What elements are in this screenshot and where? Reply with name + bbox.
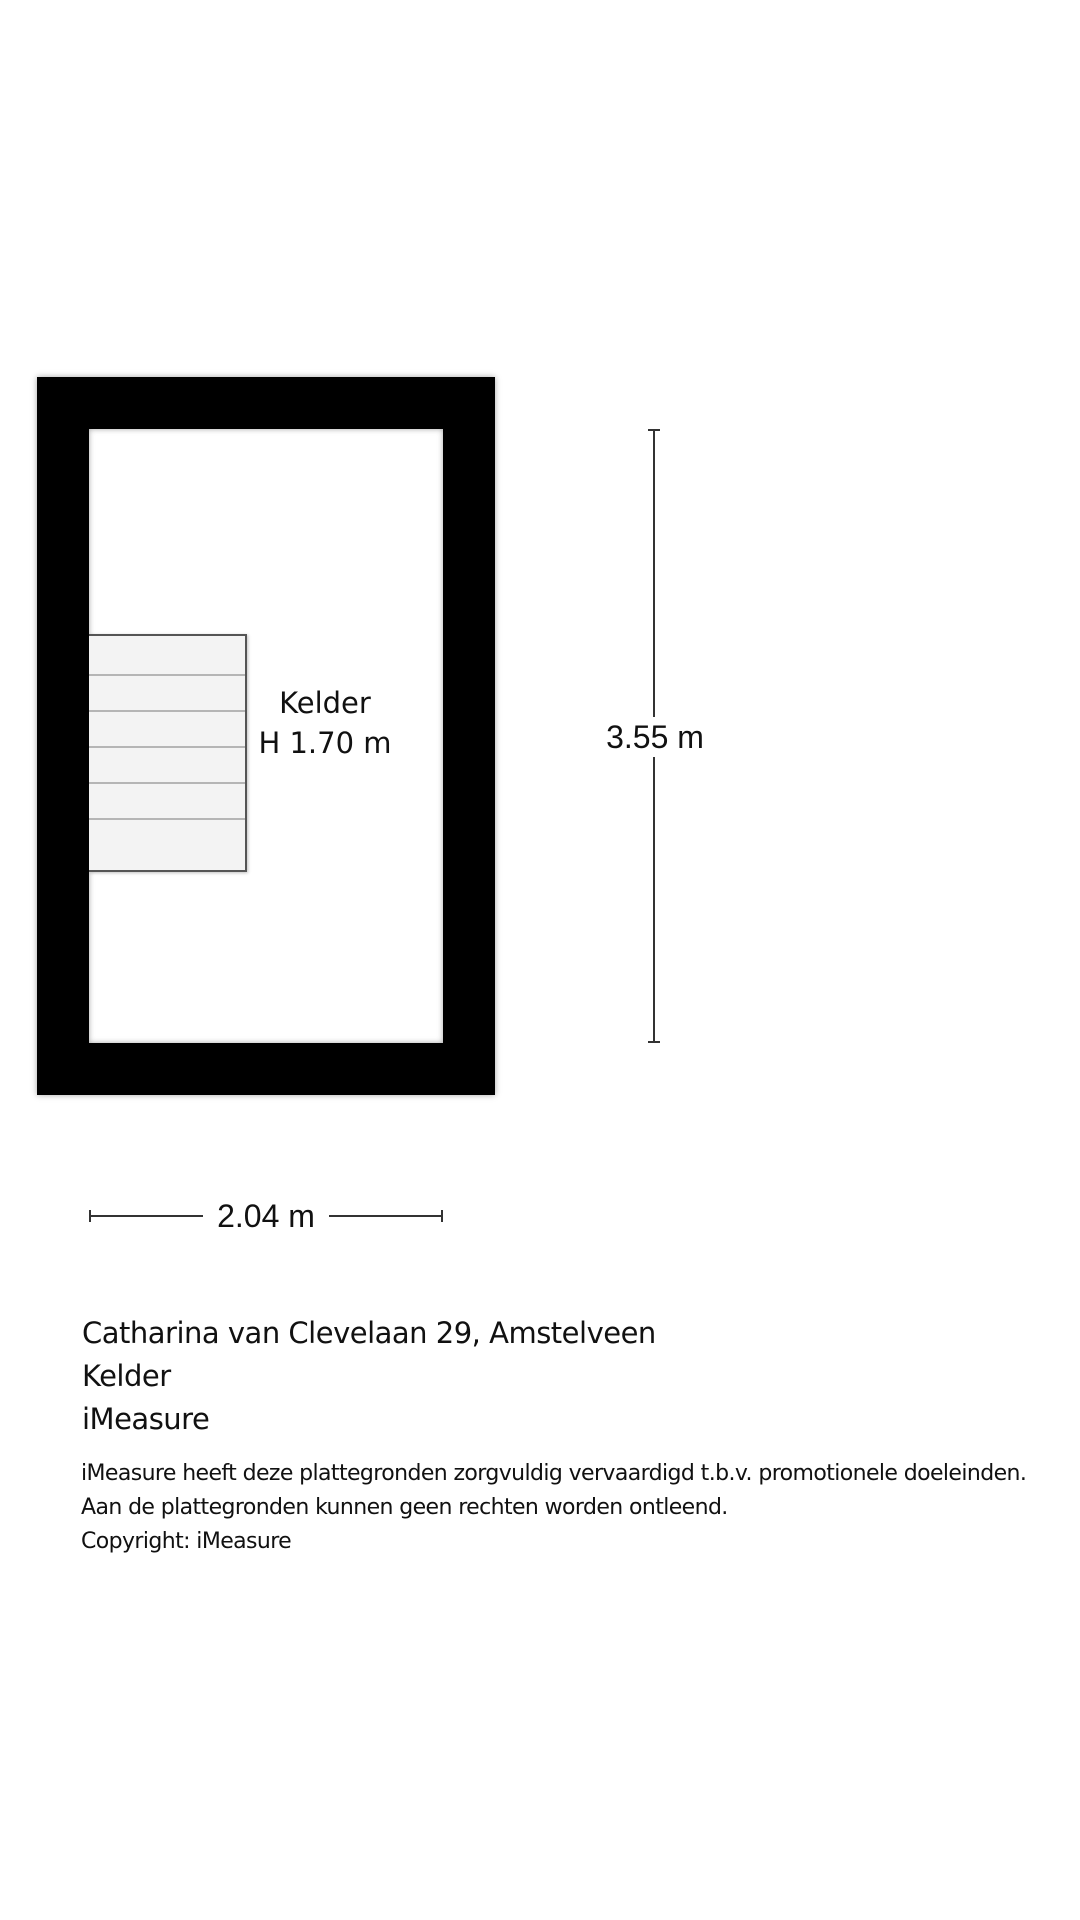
staircase: [89, 634, 247, 872]
address-text: Catharina van Clevelaan 29, Amstelveen: [82, 1316, 656, 1350]
room-height: H 1.70 m: [258, 726, 392, 760]
stair-step: [89, 710, 245, 712]
stair-step: [89, 674, 245, 676]
company-text: iMeasure: [82, 1402, 210, 1436]
stair-step: [89, 746, 245, 748]
stair-step: [89, 818, 245, 820]
stair-step: [89, 782, 245, 784]
horizontal-dimension-line-right: [329, 1215, 443, 1217]
horizontal-dimension-label: 2.04 m: [217, 1198, 315, 1234]
disclaimer: [81, 1457, 1026, 1559]
vertical-dimension-label: 3.55 m: [590, 717, 720, 757]
plan-caption: [82, 1312, 656, 1441]
floor-name-text: Kelder: [82, 1359, 171, 1393]
vertical-dimension-cap-top: [648, 429, 660, 431]
vertical-dimension-cap-bottom: [648, 1041, 660, 1043]
disclaimer-line-1: iMeasure heeft deze plattegronden zorgvuldig vervaardigd t.b.v. promotionele doeleinden.: [81, 1461, 1027, 1486]
disclaimer-line-2: Aan de plattegronden kunnen geen rechten worden ontleend.: [81, 1495, 728, 1520]
room-name: Kelder: [279, 686, 371, 720]
room-label: [250, 683, 400, 763]
horizontal-dimension-cap-right: [441, 1210, 443, 1222]
horizontal-dimension-line-left: [89, 1215, 203, 1217]
horizontal-dimension-cap-left: [89, 1210, 91, 1222]
copyright-line: Copyright: iMeasure: [81, 1529, 292, 1554]
